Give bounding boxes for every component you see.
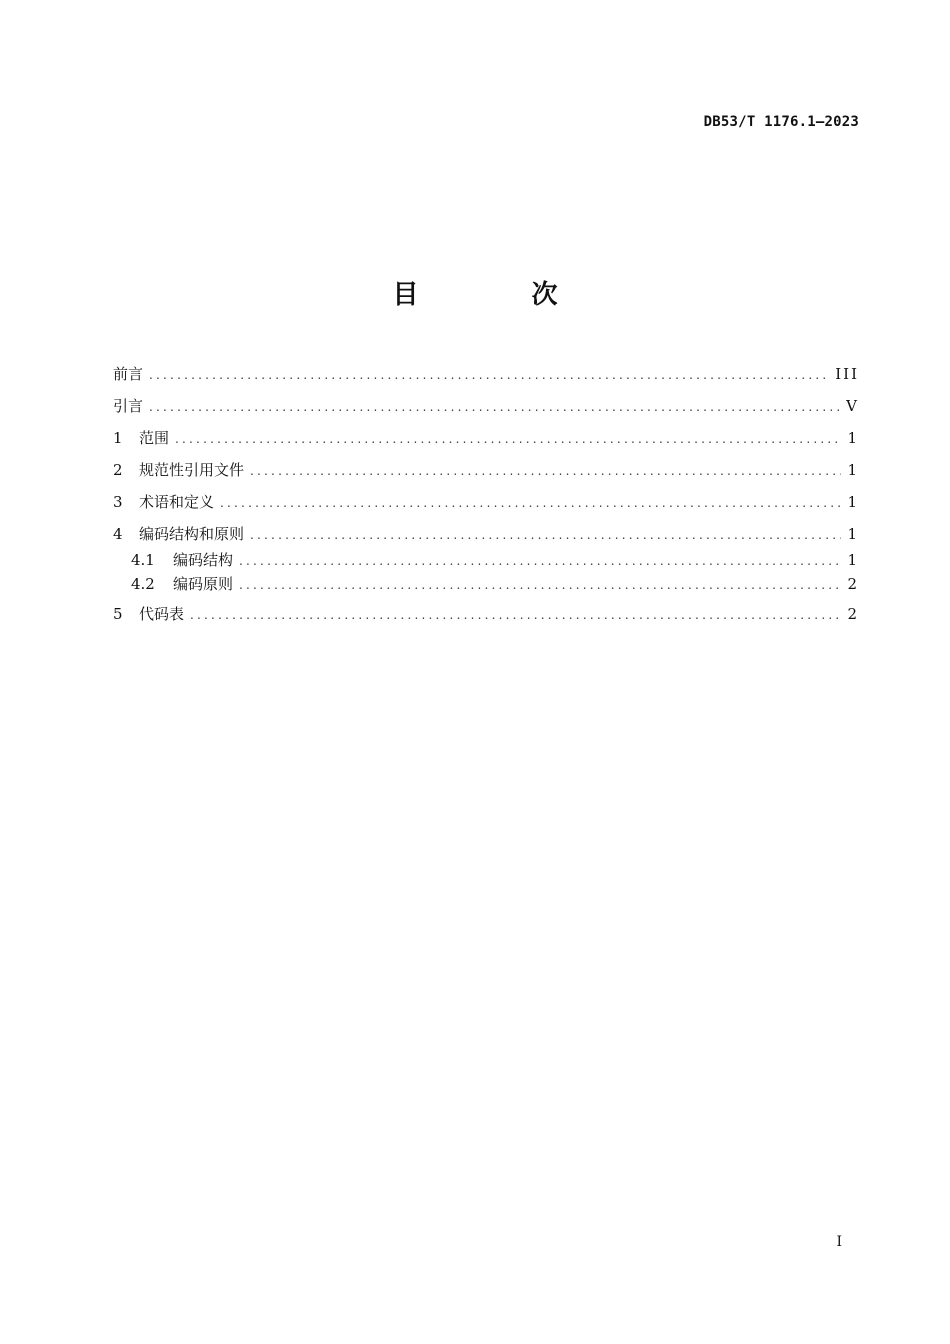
toc-entry-number: 1 [113, 429, 123, 447]
toc-dot-leader [250, 459, 841, 483]
toc-dot-leader [250, 523, 841, 547]
toc-dot-leader [220, 491, 841, 515]
toc-entry-page: 2 [847, 605, 859, 623]
document-code: DB53/T 1176.1—2023 [703, 114, 859, 130]
toc-entry-label: 代码表 [139, 605, 185, 623]
toc-entry-label: 引言 [113, 397, 144, 415]
page-number: I [836, 1234, 842, 1250]
toc-dot-leader [175, 427, 841, 451]
toc-entry-coding-principles[interactable] [113, 572, 859, 596]
toc-entry-page: III [835, 365, 859, 383]
toc-entry-label: 编码结构 [173, 551, 234, 569]
toc-entry-label: 范围 [139, 429, 170, 447]
toc-title: 目 次 [392, 280, 610, 310]
toc-entry-label: 前言 [113, 365, 144, 383]
toc-entry-page: 1 [847, 429, 859, 447]
toc-entry-label: 规范性引用文件 [139, 461, 245, 479]
toc-entry-number: 2 [113, 461, 123, 479]
toc-dot-leader [149, 395, 840, 419]
toc-entry-number: 3 [113, 493, 123, 511]
toc-dot-leader [239, 573, 841, 597]
toc-entry-number: 4.2 [131, 575, 155, 593]
toc-entry-foreword[interactable] [113, 362, 859, 394]
toc-entry-page: 1 [847, 493, 859, 511]
toc-entry-coding-structure-principles[interactable] [113, 522, 859, 548]
toc-entry-page: 1 [847, 525, 859, 543]
toc-entry-page: 2 [847, 575, 859, 593]
toc-entry-terms-definitions[interactable] [113, 490, 859, 522]
toc-entry-page: 1 [847, 461, 859, 479]
toc-entry-normative-references[interactable] [113, 458, 859, 490]
toc-entry-label: 编码原则 [173, 575, 234, 593]
toc-entry-scope[interactable] [113, 426, 859, 458]
toc-dot-leader [239, 549, 841, 573]
toc-entry-page: 1 [847, 551, 859, 569]
toc-entry-introduction[interactable] [113, 394, 859, 426]
toc-entry-label: 术语和定义 [139, 493, 215, 511]
toc-entry-code-table[interactable] [113, 602, 859, 634]
toc-entry-number: 4.1 [131, 551, 155, 569]
toc-entry-coding-structure[interactable] [113, 548, 859, 572]
toc-entry-number: 4 [113, 525, 123, 543]
toc-entry-number: 5 [113, 605, 123, 623]
toc-entry-label: 编码结构和原则 [139, 525, 245, 543]
toc-dot-leader [190, 603, 841, 627]
toc-entry-page: V [846, 397, 859, 415]
toc-dot-leader [149, 363, 829, 387]
table-of-contents [113, 362, 859, 634]
